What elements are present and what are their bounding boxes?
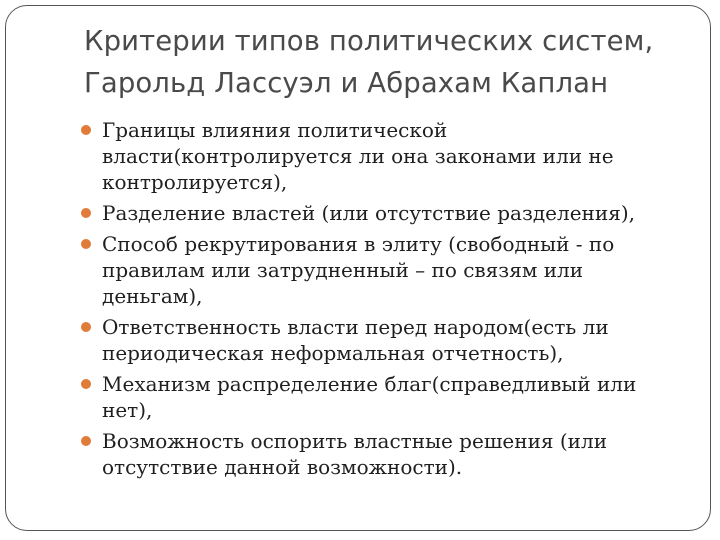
bullet-list [6,117,706,485]
bullet-text-line: отсутствие данной возможности). [102,455,463,479]
title-line-1: Критерии типов политических систем, [84,25,654,57]
bullet-item [6,231,706,309]
bullet-text-line: контролируется), [102,170,288,194]
bullet-text-line: Возможность оспорить властные решения (или [102,429,608,453]
title-line-2: Гарольд Лассуэл и Абрахам Каплан [84,67,609,99]
bullet-item [6,428,706,480]
bullet-text-line: нет), [102,398,153,422]
slide-frame [5,5,711,531]
bullet-text-line: деньгам), [102,284,203,308]
bullet-dot-icon [81,322,91,332]
bullet-item [6,117,706,195]
bullet-dot-icon [81,208,91,218]
bullet-text-line: Способ рекрутирования в элиту (свободный - по [102,232,615,256]
slide-title [84,20,694,104]
bullet-text-line: Ответственность власти перед народом(есть ли [102,315,609,339]
bullet-dot-icon [81,125,91,135]
bullet-text-line: правилам или затрудненный – по связям или [102,258,584,282]
bullet-item [6,314,706,366]
bullet-dot-icon [81,379,91,389]
bullet-text-line: Разделение властей (или отсутствие разделения), [102,201,635,225]
bullet-item [6,371,706,423]
bullet-text-line: власти(контролируется ли она законами или не [102,144,614,168]
bullet-dot-icon [81,436,91,446]
bullet-text-line: периодическая неформальная отчетность), [102,341,564,365]
bullet-dot-icon [81,239,91,249]
bullet-text-line: Границы влияния политической [102,118,448,142]
bullet-text-line: Механизм распределение благ(справедливый или [102,372,637,396]
bullet-item [6,200,706,226]
